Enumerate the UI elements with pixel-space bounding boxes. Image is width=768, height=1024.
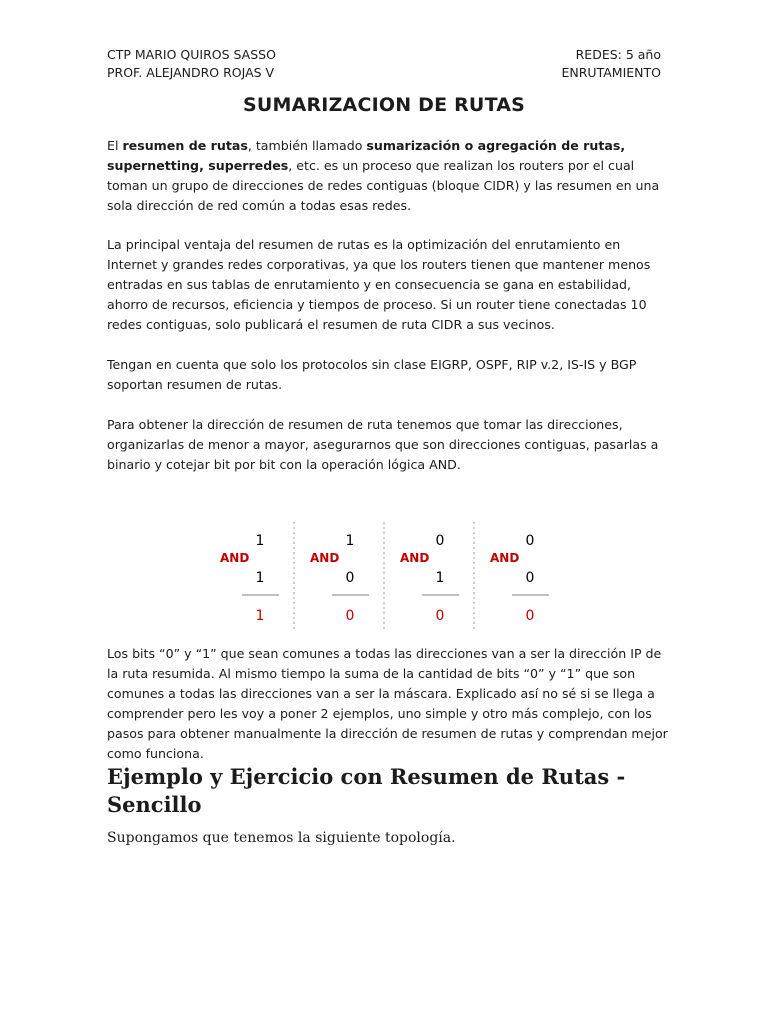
intro-text-3: , etc. es un proceso que realizan los routers por el cual toman un grupo de direcciones de redes contiguas (bloque CIDR) y las resumen en una sola dirección de red común a todas esas redes. [107,158,660,213]
operand-a-bit: 1 [255,533,265,549]
paragraph-intro [107,136,669,216]
paragraph-procedure: Para obtener la dirección de resumen de ruta tenemos que tomar las direcciones, organizarlas de menor a mayor, asegurarnos que son direcciones contiguas, pasarlas a binario y cotejar bit por bit con la operación lógica AND. [107,417,659,472]
page-title: SUMARIZACION DE RUTAS [242,94,526,116]
intro-text-1: El [107,138,123,153]
intro-text-2: , también llamado [247,138,367,153]
and-operator-label: AND [490,551,520,565]
operand-b-bit: 0 [345,570,355,586]
paragraph-protocols: Tengan en cuenta que solo los protocolos sin clase EIGRP, OSPF, RIP v.2, IS-IS y BGP soportan resumen de rutas. [107,357,637,392]
paragraph-explanation: Los bits “0” y “1” que sean comunes a todas las direcciones van a ser la dirección IP de la ruta resumida. Al mismo tiempo la suma de la cantidad de bits “0” y “1” que son comunes a todas las direcciones van a ser la máscara. Explicado así no sé si se llega a comprender pero les voy a poner 2 ejemplos, uno simple y otro más complejo, con los pasos para obtener manualmente la dirección de resumen de rutas y comprendan mejor como funciona. [107,646,668,761]
intro-bold-1: resumen de rutas [122,138,248,153]
and-operator-label: AND [400,551,430,565]
header-course: REDES: 5 año [575,47,661,62]
paragraph-advantage: La principal ventaja del resumen de rutas es la optimización del enrutamiento en Internet y grandes redes corporativas, ya que los routers tienen que mantener menos entradas en sus tablas de enrutamiento y en consecuencia se gana en estabilidad, ahorro de recursos, eficiencia y tiempos de proceso. Si un router tiene conectadas 10 redes contiguas, solo publicará el resumen de ruta CIDR a sus vecinos. [107,237,651,332]
operand-a-bit: 1 [345,533,355,549]
operand-a-bit: 0 [525,533,535,549]
and-operation-svg [200,518,570,636]
header-topic: ENRUTAMIENTO [561,65,661,80]
operand-b-bit: 1 [435,570,445,586]
header-professor: PROF. ALEJANDRO ROJAS V [107,65,275,80]
and-operator-label: AND [220,551,250,565]
operand-b-bit: 0 [525,570,535,586]
section-heading: Ejemplo y Ejercicio con Resumen de Rutas - Sencillo [107,764,626,817]
result-bit: 1 [255,608,265,624]
result-bit: 0 [345,608,355,624]
header-school: CTP MARIO QUIROS SASSO [107,47,276,62]
and-operation-figure [200,518,570,636]
intro-bold-2: sumarización o agregación de rutas, supernetting, superredes [107,138,626,173]
header-right [562,46,662,82]
operand-b-bit: 1 [255,570,265,586]
operand-a-bit: 0 [435,533,445,549]
section-text: Supongamos que tenemos la siguiente topología. [107,830,456,846]
result-bit: 0 [525,608,535,624]
and-operator-label: AND [310,551,340,565]
header-left [107,46,276,82]
result-bit: 0 [435,608,445,624]
